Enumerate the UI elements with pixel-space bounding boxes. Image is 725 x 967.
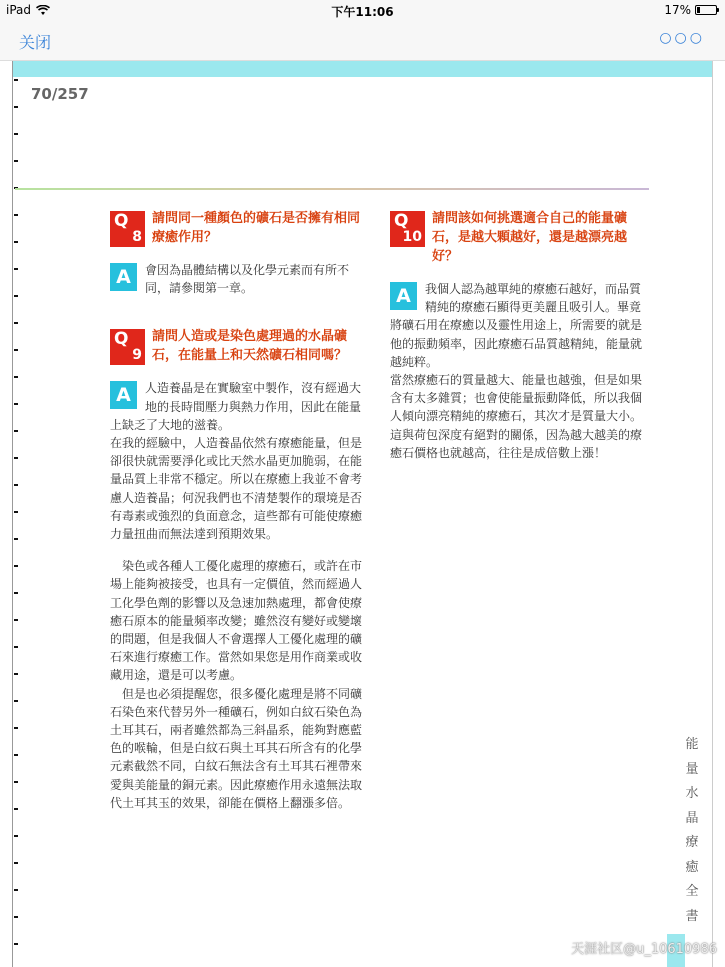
book-title-vertical: 能 量 水 晶 療 癒 全 書	[685, 737, 699, 924]
a-badge-icon: A	[110, 381, 137, 409]
close-button[interactable]: 关闭	[19, 33, 52, 52]
status-time: 下午11:06	[331, 5, 394, 19]
device-label: iPad	[6, 3, 32, 17]
question-10	[390, 209, 648, 266]
status-bar	[0, 0, 725, 20]
binding-edge	[14, 79, 18, 959]
answer-paragraph: 我個人認為越單純的療癒石越好，而品質精純的療癒石顯得更美麗且吸引人。畢竟將礦石用在療癒以及靈性用途上，所需要的就是他的振動頻率，因此療癒石品質越精純，能量就越純粹。	[390, 282, 643, 369]
document-page	[12, 61, 713, 967]
question-title: 請問同一種顏色的礦石是否擁有相同療癒作用？	[152, 211, 361, 245]
answer-paragraph: 這與荷包深度有絕對的關係，因為越大越美的療癒石價格也就越高，往往是成倍數上漲！	[390, 427, 643, 460]
a-badge-icon: A	[110, 263, 137, 291]
answer-paragraph: 在我的經驗中，人造養晶依然有療癒能量，但是卻很快就需要淨化或比天然水晶更加脆弱，在能量品質上非常不穩定。所以在療癒上我並不會考慮人造養晶；何況我們也不清楚製作的環境是否有毒素或強烈的負面意念，這些都有可能使療癒力量扭曲而無法達到預期效果。	[110, 436, 363, 542]
question-8	[110, 209, 368, 247]
navigation-bar	[0, 20, 725, 61]
answer-paragraph: 染色或各種人工優化處理的療癒石，或許在市場上能夠被接受，也具有一定價值，然而經過人工化學色劑的影響以及急速加熱處理，都會使療癒石原本的能量頻率改變；雖然沒有變好或變壞的問題，但是我個人不會選擇人工優化處理的礦石來進行療癒工作。當然如果您是用作商業或收藏用途，還是可以考慮。	[110, 559, 363, 683]
q-badge-icon: Q 10	[390, 211, 425, 247]
more-options-button[interactable]: ○○○	[659, 30, 705, 46]
answer-text: 會因為晶體結構以及化學元素而有所不同，請參閱第一章。	[145, 263, 350, 296]
battery-icon	[695, 5, 717, 15]
answer-paragraph: 但是也必須提醒您，很多優化處理是將不同礦石染色來代替另外一種礦石，例如白紋石染色為土耳其石，兩者雖然都為三斜晶系，能夠對應藍色的喉輪，但是白紋石與土耳其石所含有的化學元素截然不同，白紋石無法含有土耳其石裡帶來愛與美能量的銅元素。因此療癒作用永遠無法取代土耳其玉的效果，卻能在價格上翻漲多倍。	[110, 686, 363, 810]
watermark: 天涯社区@u_10610986	[571, 942, 717, 957]
page-number: 70/257	[31, 85, 89, 103]
question-title: 請問該如何挑選適合自己的能量礦石，是越大顆越好，還是越漂亮越好？	[432, 211, 628, 264]
a-badge-icon: A	[390, 282, 417, 310]
answer-10	[390, 280, 648, 462]
answer-8	[110, 261, 368, 297]
question-9	[110, 327, 368, 365]
battery-percent: 17%	[664, 3, 691, 17]
q-badge-icon: Q 9	[110, 329, 145, 365]
answer-9	[110, 379, 368, 812]
answer-paragraph: 人造養晶是在實驗室中製作，沒有經過大地的長時間壓力與熱力作用，因此在能量上缺乏了大地的滋養。	[110, 381, 362, 432]
question-title: 請問人造或是染色處理過的水晶礦石，在能量上和天然礦石相同嗎？	[152, 329, 348, 364]
right-column	[390, 209, 648, 462]
q-badge-icon: Q 8	[110, 211, 145, 247]
divider-rule	[15, 188, 649, 190]
left-column	[110, 209, 368, 812]
header-band	[13, 61, 712, 77]
answer-paragraph: 當然療癒石的質量越大、能量也越強，但是如果含有太多雜質；也會使能量振動降低，所以我個人傾向漂亮精純的療癒石，其次才是質量大小。	[390, 373, 643, 424]
